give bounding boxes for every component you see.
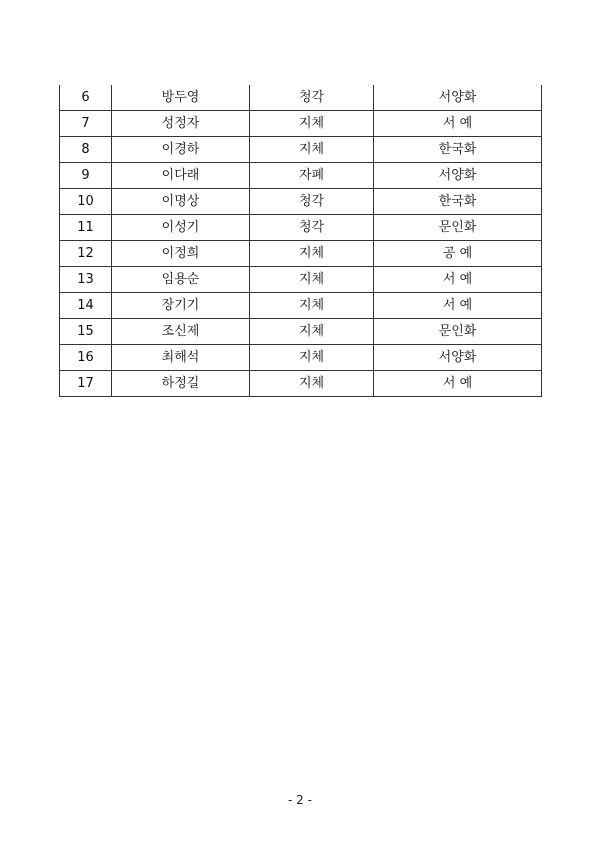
art-field: 문인화: [374, 215, 542, 241]
participant-name: 이경하: [112, 137, 250, 163]
page-number: - 2 -: [288, 793, 312, 807]
art-field: 서 예: [374, 267, 542, 293]
disability-type: 청각: [250, 215, 374, 241]
row-number: 6: [60, 85, 112, 111]
participant-name: 이다래: [112, 163, 250, 189]
participant-name: 조신제: [112, 319, 250, 345]
disability-type: 지체: [250, 319, 374, 345]
row-number: 7: [60, 111, 112, 137]
disability-type: 지체: [250, 241, 374, 267]
table-row: [60, 215, 542, 241]
table-row: [60, 345, 542, 371]
table-row: [60, 267, 542, 293]
art-field: 서 예: [374, 371, 542, 397]
table-row: [60, 189, 542, 215]
art-field: 서 예: [374, 111, 542, 137]
row-number: 12: [60, 241, 112, 267]
disability-type: 지체: [250, 293, 374, 319]
participant-name: 성정자: [112, 111, 250, 137]
table-row: [60, 85, 542, 111]
row-number: 14: [60, 293, 112, 319]
participant-name: 임용순: [112, 267, 250, 293]
participant-name: 방두영: [112, 85, 250, 111]
row-number: 13: [60, 267, 112, 293]
disability-type: 청각: [250, 189, 374, 215]
row-number: 15: [60, 319, 112, 345]
art-field: 한국화: [374, 189, 542, 215]
row-number: 17: [60, 371, 112, 397]
table-row: [60, 163, 542, 189]
table-row: [60, 137, 542, 163]
table-row: [60, 319, 542, 345]
row-number: 8: [60, 137, 112, 163]
table-row: [60, 371, 542, 397]
art-field: 서 예: [374, 293, 542, 319]
disability-type: 지체: [250, 371, 374, 397]
disability-type: 청각: [250, 85, 374, 111]
art-field: 서양화: [374, 163, 542, 189]
participant-name: 이정희: [112, 241, 250, 267]
table-row: [60, 241, 542, 267]
row-number: 16: [60, 345, 112, 371]
participant-name: 이성기: [112, 215, 250, 241]
art-field: 서양화: [374, 85, 542, 111]
art-field: 문인화: [374, 319, 542, 345]
table-row: [60, 293, 542, 319]
disability-type: 자폐: [250, 163, 374, 189]
row-number: 9: [60, 163, 112, 189]
disability-type: 지체: [250, 267, 374, 293]
disability-type: 지체: [250, 345, 374, 371]
participant-name: 이명상: [112, 189, 250, 215]
row-number: 10: [60, 189, 112, 215]
disability-type: 지체: [250, 111, 374, 137]
table-row: [60, 111, 542, 137]
participant-name: 장기기: [112, 293, 250, 319]
art-field: 공 예: [374, 241, 542, 267]
art-field: 한국화: [374, 137, 542, 163]
art-field: 서양화: [374, 345, 542, 371]
disability-type: 지체: [250, 137, 374, 163]
participant-name: 하정길: [112, 371, 250, 397]
participant-name: 최해석: [112, 345, 250, 371]
participants-table: [59, 85, 542, 397]
row-number: 11: [60, 215, 112, 241]
